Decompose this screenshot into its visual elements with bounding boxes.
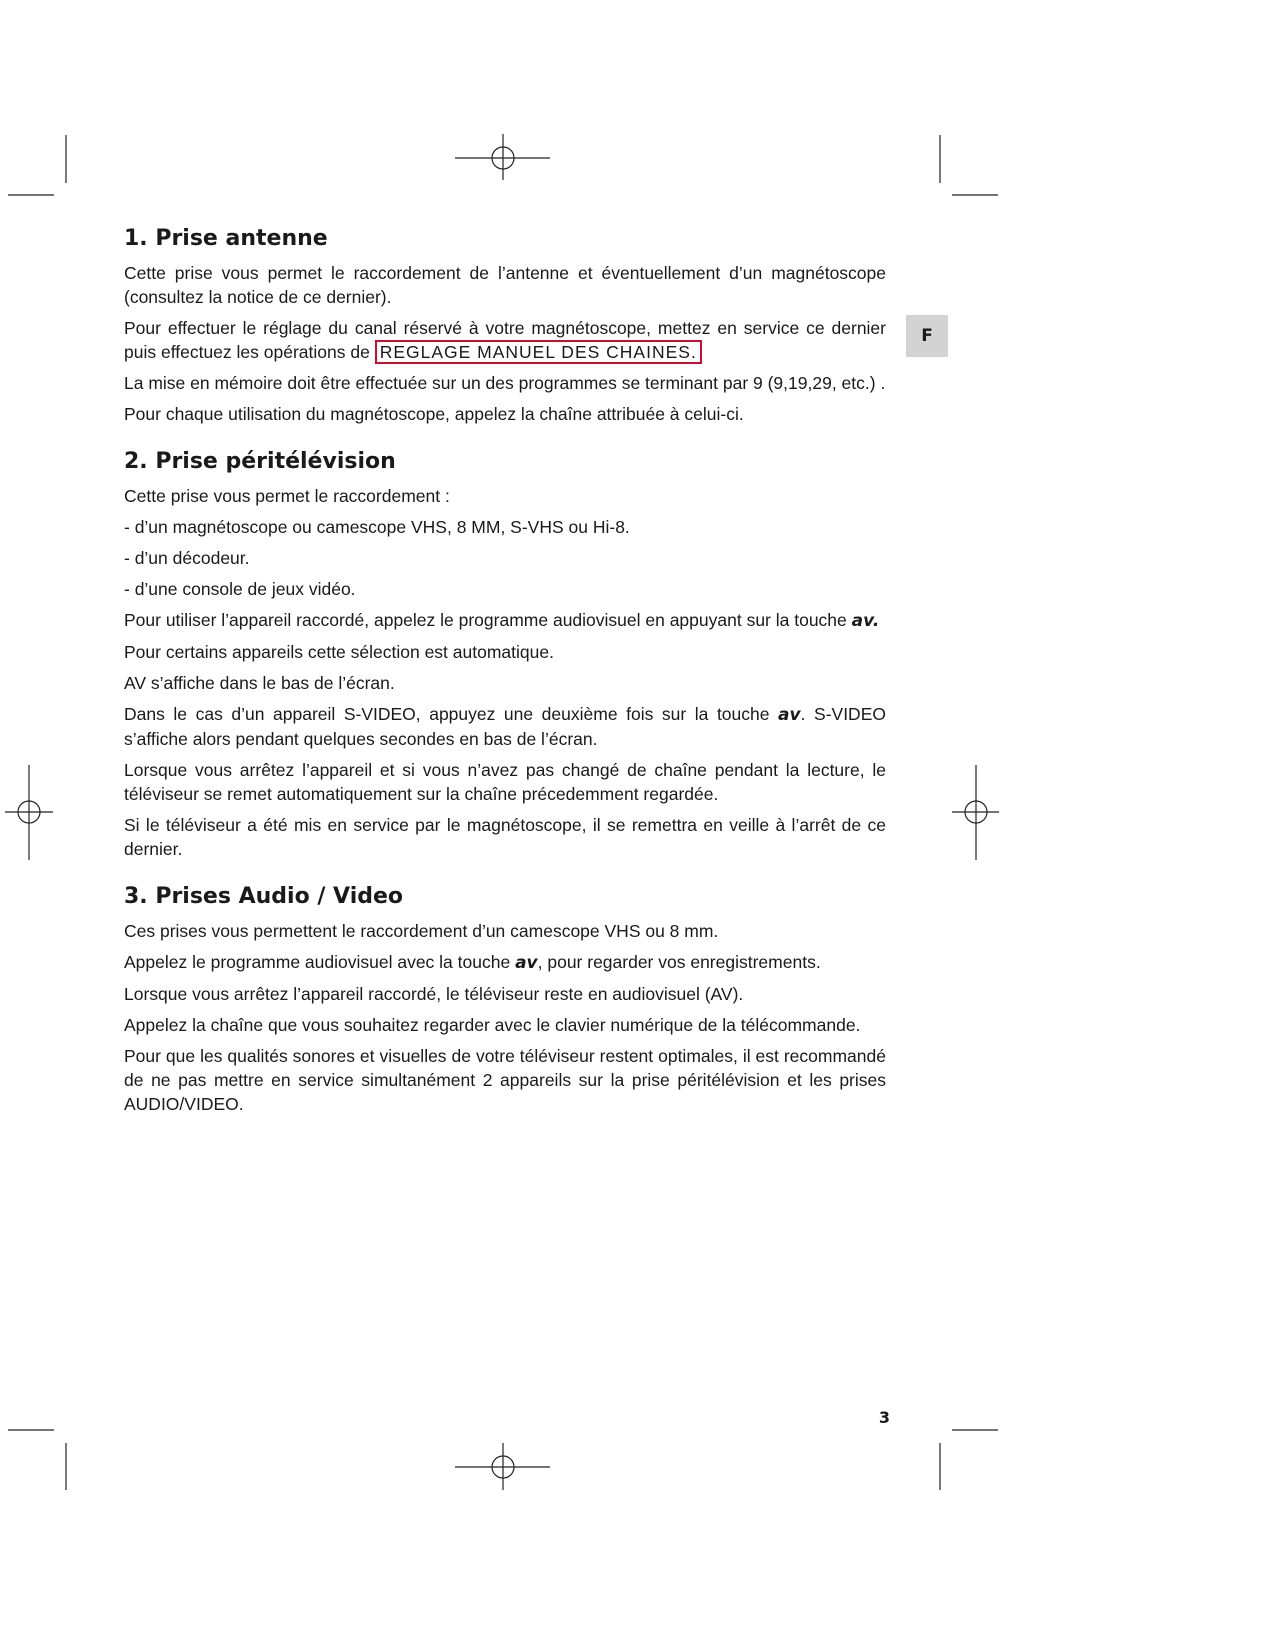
paragraph-text: , pour regarder vos enregistrements. (537, 952, 821, 972)
language-tab: F (906, 315, 948, 357)
paragraph: Pour que les qualités sonores et visuelles de votre téléviseur restent optimales, il est recommandé de ne pas mettre en service simultanément 2 appareils sur la prise péritélévision et les prises AUDIO/VIDEO. (124, 1046, 886, 1114)
section-prises-audio-video (124, 884, 886, 1116)
av-key-icon: av (851, 611, 873, 631)
paragraph (124, 702, 886, 751)
paragraph: Appelez la chaîne que vous souhaitez regarder avec le clavier numérique de la télécommande. (124, 1015, 861, 1035)
paragraph (124, 608, 886, 633)
paragraph: Si le téléviseur a été mis en service par le magnétoscope, il se remettra en veille à l’arrêt de ce dernier. (124, 815, 886, 859)
list-item: - d’un décodeur. (124, 548, 250, 568)
paragraph: Pour certains appareils cette sélection est automatique. (124, 642, 554, 662)
paragraph: Lorsque vous arrêtez l’appareil et si vous n’avez pas changé de chaîne pendant la lecture, le téléviseur se remet automatiquement sur la chaîne précedemment regardée. (124, 760, 886, 804)
paragraph (124, 950, 886, 975)
reglage-manuel-link[interactable]: REGLAGE MANUEL DES CHAINES. (375, 340, 702, 364)
paragraph-text: Appelez le programme audiovisuel avec la touche (124, 952, 516, 972)
paragraph: Cette prise vous permet le raccordement de l’antenne et éventuellement d’un magnétoscope (consultez la notice de ce dernier). (124, 263, 886, 307)
section-prise-antenne (124, 226, 886, 426)
paragraph (124, 316, 886, 364)
paragraph-text: . S-VIDEO s’affiche alors pendant quelques secondes en bas de l’écran. (124, 704, 886, 749)
paragraph: Pour chaque utilisation du magnétoscope, appelez la chaîne attribuée à celui-ci. (124, 404, 744, 424)
section-prise-peritelevision (124, 449, 886, 861)
paragraph: Lorsque vous arrêtez l’appareil raccordé, le téléviseur reste en audiovisuel (AV). (124, 984, 744, 1004)
section-title: 2. Prise péritélévision (124, 449, 396, 474)
paragraph: AV s’affiche dans le bas de l’écran. (124, 673, 395, 693)
paragraph-text: Pour utiliser l’appareil raccordé, appelez le programme audiovisuel en appuyant sur la touche (124, 610, 852, 630)
section-title: 3. Prises Audio / Video (124, 884, 404, 909)
list-item: - d’un magnétoscope ou camescope VHS, 8 MM, S-VHS ou Hi-8. (124, 517, 630, 537)
paragraph: Ces prises vous permettent le raccordement d’un camescope VHS ou 8 mm. (124, 921, 719, 941)
paragraph-text: Dans le cas d’un appareil S-VIDEO, appuyez une deuxième fois sur la touche (124, 704, 779, 724)
manual-content (124, 226, 886, 1139)
av-key-icon: av (778, 705, 801, 725)
section-title: 1. Prise antenne (124, 226, 328, 251)
paragraph-text: . (872, 611, 880, 631)
list-item: - d’une console de jeux vidéo. (124, 579, 356, 599)
paragraph-text: Pour effectuer le réglage du canal réservé à votre magnétoscope, mettez en service ce dernier puis effectuez les opérations de (124, 318, 886, 362)
paragraph: Cette prise vous permet le raccordement : (124, 486, 450, 506)
page-number: 3 (878, 1408, 890, 1427)
paragraph: La mise en mémoire doit être effectuée sur un des programmes se terminant par 9 (9,19,29, etc.) . (124, 373, 886, 393)
av-key-icon: av (515, 953, 538, 973)
